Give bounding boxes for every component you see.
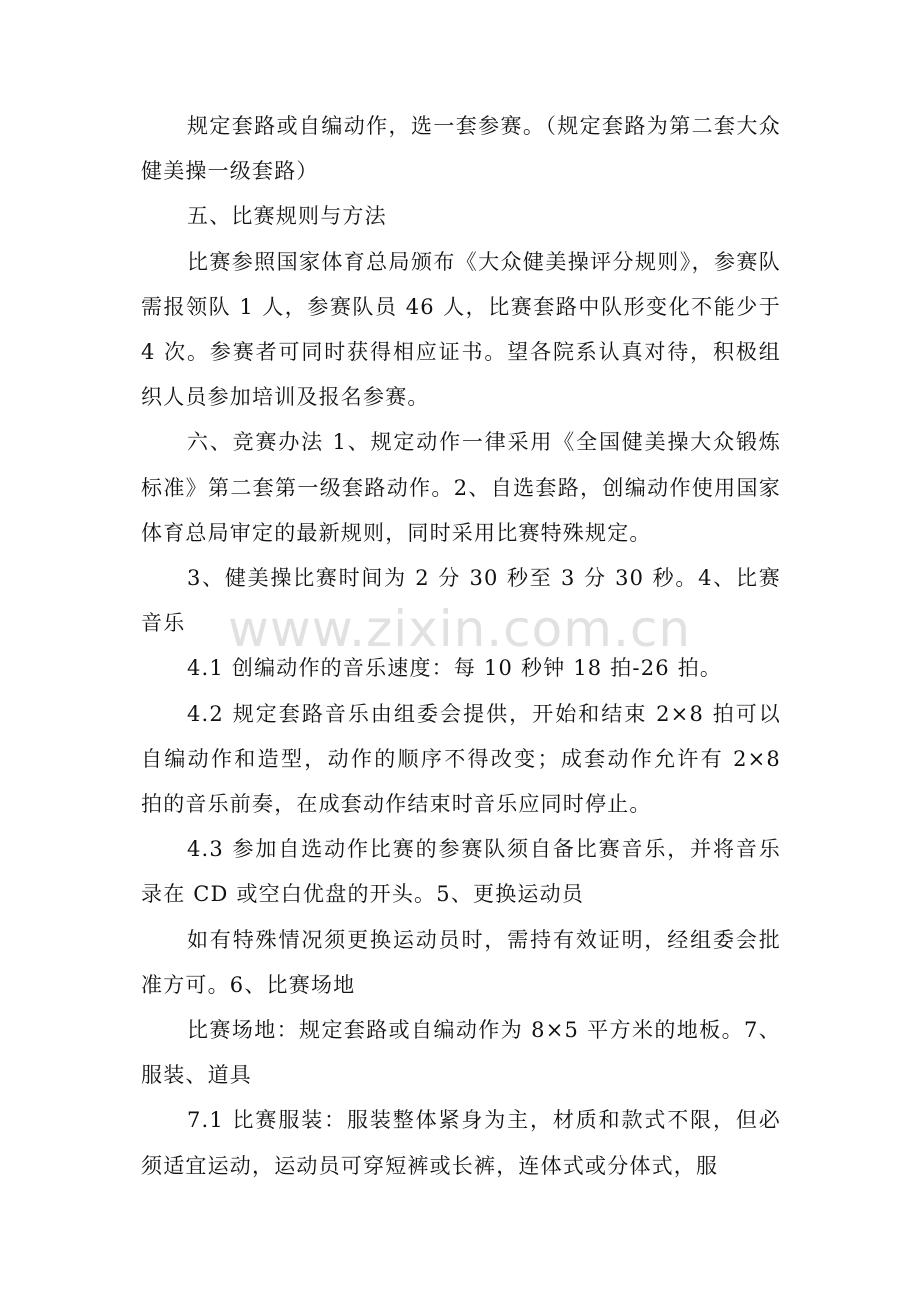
paragraph-costume: 7.1 比赛服装：服装整体紧身为主，材质和款式不限，但必须适宜运动，运动员可穿短裤或长裤，连体式或分体式，服: [141, 1108, 781, 1178]
paragraph-venue: 比赛场地：规定套路或自编动作为 8×5 平方米的地板。7、服装、道具: [141, 1018, 781, 1088]
paragraph-routine-selection: 规定套路或自编动作，选一套参赛。（规定套路为第二套大众健美操一级套路）: [141, 114, 781, 184]
paragraph-time-music: 3、健美操比赛时间为 2 分 30 秒至 3 分 30 秒。4、比赛音乐: [141, 566, 781, 636]
document-body: [141, 104, 781, 1189]
section-heading-rules: 五、比赛规则与方法: [187, 204, 387, 229]
section-heading-methods: 六、竞赛办法 1、规定动作一律采用《全国健美操大众锻炼标准》第二套第一级套路动作。2、自选套路，创编动作使用国家体育总局审定的最新规则，同时采用比赛特殊规定。: [141, 430, 781, 545]
paragraph-rules: 比赛参照国家体育总局颁布《大众健美操评分规则》，参赛队需报领队 1 人，参赛队员 46 人，比赛套路中队形变化不能少于 4 次。参赛者可同时获得相应证书。望各院系认真对待，积极组织人员参加培训及报名参赛。: [141, 249, 781, 410]
paragraph-music-tempo: 4.1 创编动作的音乐速度：每 10 秒钟 18 拍-26 拍。: [187, 656, 723, 681]
paragraph-music-provided: 4.2 规定套路音乐由组委会提供，开始和结束 2×8 拍可以自编动作和造型，动作的顺序不得改变；成套动作允许有 2×8 拍的音乐前奏，在成套动作结束时音乐应同时停止。: [141, 701, 781, 817]
paragraph-substitution: 如有特殊情况须更换运动员时，需持有效证明，经组委会批准方可。6、比赛场地: [141, 927, 781, 997]
watermark: www.zixin.com.cn: [228, 600, 692, 658]
paragraph-own-music: 4.3 参加自选动作比赛的参赛队须自备比赛音乐，并将音乐录在 CD 或空白优盘的开头。5、更换运动员: [141, 837, 781, 907]
